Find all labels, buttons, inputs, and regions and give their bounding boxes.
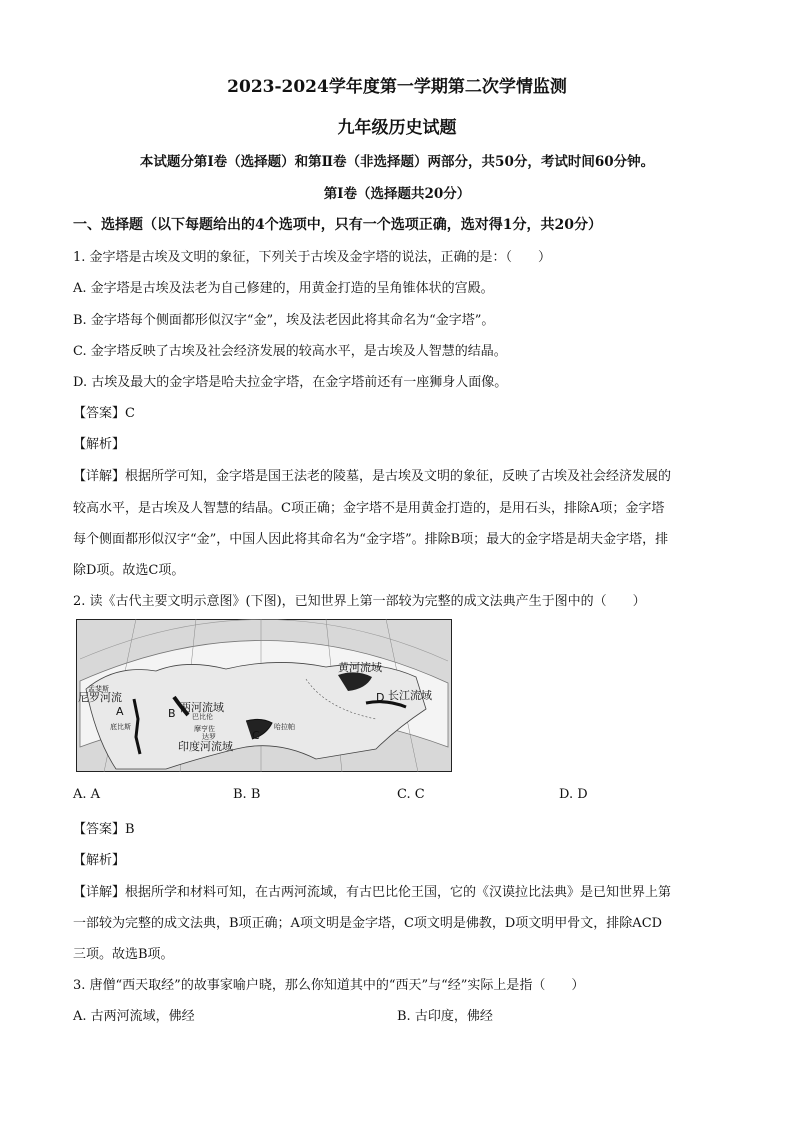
map-label-yellow-river: 黄河流域: [338, 661, 382, 674]
map-label-nile: 尼罗河流: [78, 691, 122, 704]
map-small-label-5: 达罗: [202, 733, 216, 741]
map-small-label-1: 孟斐斯: [88, 685, 109, 693]
q1-option-c: C. 金字塔反映了古埃及社会经济发展的较高水平，是古埃及人智慧的结晶。: [73, 344, 507, 359]
q1-analysis-label: 【解析】: [73, 437, 126, 452]
q3-option-b: B. 古印度，佛经: [397, 1009, 493, 1024]
q3-option-a: A. 古两河流域，佛经: [73, 1009, 195, 1024]
map-label-indus: 印度河流域: [178, 740, 233, 753]
q2-detail-line-2: 一部较为完整的成文法典，B项正确；A项文明是金字塔，C项文明是佛教，D项文明甲骨文，排除ACD: [73, 916, 663, 931]
map-letter-a: A: [116, 705, 124, 718]
q2-option-b: B. B: [233, 787, 261, 802]
q2-option-c: C. C: [397, 787, 425, 802]
q2-option-a: A. A: [73, 787, 101, 802]
part-title: 第Ⅰ卷（选择题共20分）: [323, 186, 471, 202]
q1-option-b: B. 金字塔每个侧面都形似汉字“金”，埃及法老因此将其命名为“金字塔”。: [73, 313, 495, 328]
map-small-label-6: 哈拉帕: [274, 723, 295, 731]
q1-stem: 1. 金字塔是古埃及文明的象征，下列关于古埃及金字塔的说法，正确的是：（ ）: [73, 250, 552, 265]
q3-stem: 3. 唐僧“西天取经”的故事家喻户晓，那么你知道其中的“西天”与“经”实际上是指（ ）: [73, 978, 585, 993]
section-title: 一、选择题（以下每题给出的4个选项中，只有一个选项正确，选对得1分，共20分）: [73, 217, 602, 233]
exam-title: 2023-2024学年度第一学期第二次学情监测: [227, 77, 567, 97]
q2-option-d: D. D: [559, 787, 588, 802]
q1-option-d: D. 古埃及最大的金字塔是哈夫拉金字塔，在金字塔前还有一座狮身人面像。: [73, 375, 508, 390]
map-label-two-rivers: 两河流域: [180, 701, 224, 714]
exam-subject: 九年级历史试题: [337, 118, 457, 138]
map-small-label-4: 摩亨佐: [194, 725, 215, 733]
q1-detail-line-3: 每个侧面都形似汉字“金”，中国人因此将其命名为“金字塔”。排除B项；最大的金字塔是胡夫金字塔，排: [73, 532, 669, 547]
q2-stem: 2. 读《古代主要文明示意图》(下图)，已知世界上第一部较为完整的成文法典产生于图中的（ ）: [73, 594, 646, 609]
ancient-civilizations-map: [76, 619, 452, 772]
q1-answer: 【答案】C: [73, 406, 135, 421]
q1-detail-line-2: 较高水平，是古埃及人智慧的结晶。C项正确；金字塔不是用黄金打造的，是用石头，排除A项；金字塔: [73, 501, 665, 516]
exam-instructions: 本试题分第Ⅰ卷（选择题）和第Ⅱ卷（非选择题）两部分，共50分，考试时间60分钟。: [139, 154, 655, 170]
q1-option-a: A. 金字塔是古埃及法老为自己修建的，用黄金打造的呈角锥体状的宫殿。: [73, 281, 494, 296]
map-small-label-2: 底比斯: [110, 723, 131, 731]
q2-detail-line-3: 三项。故选B项。: [73, 947, 174, 962]
q2-answer: 【答案】B: [73, 822, 135, 837]
map-letter-c: C: [252, 729, 260, 742]
map-small-label-3: 巴比伦: [192, 713, 213, 721]
q1-detail-line-4: 除D项。故选C项。: [73, 563, 185, 578]
q2-analysis-label: 【解析】: [73, 853, 126, 868]
map-letter-b: B: [168, 707, 176, 720]
q1-detail-line-1: 【详解】根据所学可知，金字塔是国王法老的陵墓，是古埃及文明的象征，反映了古埃及社会经济发展的: [73, 469, 672, 484]
q2-detail-line-1: 【详解】根据所学和材料可知，在古两河流域，有古巴比伦王国，它的《汉谟拉比法典》是已知世界上第: [73, 885, 672, 900]
map-letter-d: D: [376, 691, 385, 704]
map-label-yangtze: 长江流域: [388, 689, 432, 702]
